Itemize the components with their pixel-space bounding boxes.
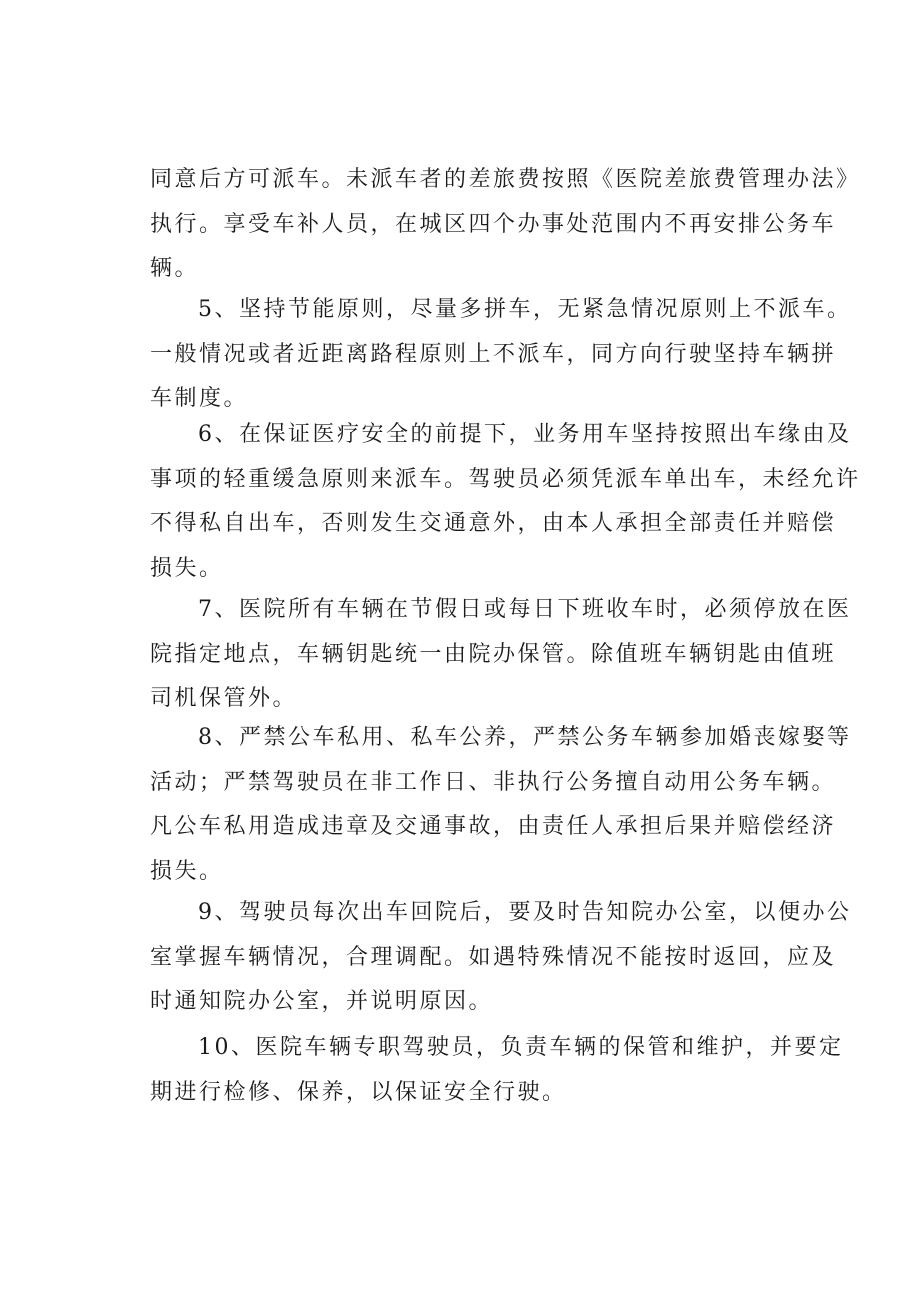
paragraph-item-5 <box>150 288 852 422</box>
text-line: 9、驾驶员每次出车回院后，要及时告知院办公室，以便办公 <box>198 900 852 925</box>
text-line: 6、在保证医疗安全的前提下，业务用车坚持按照出车缘由及 <box>198 422 852 447</box>
text-line: 事项的轻重缓急原则来派车。驾驶员必须凭派车单出车，未经允许 <box>150 466 861 492</box>
text-line: 车制度。 <box>150 386 249 411</box>
paragraph-item-10 <box>150 1026 844 1115</box>
paragraph-continuation <box>150 158 861 292</box>
text-line: 时通知院办公室，并说明原因。 <box>150 989 494 1014</box>
paragraph-item-8 <box>150 716 852 894</box>
text-line: 8、严禁公车私用、私车公养，严禁公务车辆参加婚丧嫁娶等 <box>198 725 852 750</box>
text-line: 一般情况或者近距离路程原则上不派车，同方向行驶坚持车辆拼 <box>150 341 837 367</box>
paragraph-item-9 <box>150 891 852 1025</box>
text-line: 凡公车私用造成违章及交通事故，由责任人承担后果并赔偿经济 <box>150 814 837 839</box>
text-line: 损失。 <box>150 555 224 581</box>
text-line: 同意后方可派车。未派车者的差旅费按照《医院差旅费管理办法》 <box>150 167 861 192</box>
text-line: 不得私自出车，否则发生交通意外，由本人承担全部责任并赔偿 <box>150 511 837 536</box>
text-line: 期进行检修、保养，以保证安全行驶。 <box>150 1079 567 1105</box>
text-line: 辆。 <box>150 256 200 281</box>
text-line: 司机保管外。 <box>150 686 298 711</box>
text-line: 室掌握车辆情况，合理调配。如遇特殊情况不能按时返回，应及 <box>150 944 837 970</box>
text-line: 10、医院车辆专职驾驶员，负责车辆的保管和维护，并要定 <box>198 1035 844 1060</box>
text-line: 损失。 <box>150 858 224 884</box>
paragraph-item-7 <box>150 588 852 722</box>
text-line: 执行。享受车补人员，在城区四个办事处范围内不再安排公务车 <box>150 211 837 237</box>
text-line: 院指定地点，车辆钥匙统一由院办保管。除值班车辆钥匙由值班 <box>150 641 837 667</box>
text-line: 7、医院所有车辆在节假日或每日下班收车时，必须停放在医 <box>198 597 852 622</box>
paragraph-item-6 <box>150 413 861 591</box>
text-line: 5、坚持节能原则，尽量多拼车，无紧急情况原则上不派车。 <box>198 297 852 322</box>
text-line: 活动；严禁驾驶员在非工作日、非执行公务擅自动用公务车辆。 <box>150 769 837 795</box>
